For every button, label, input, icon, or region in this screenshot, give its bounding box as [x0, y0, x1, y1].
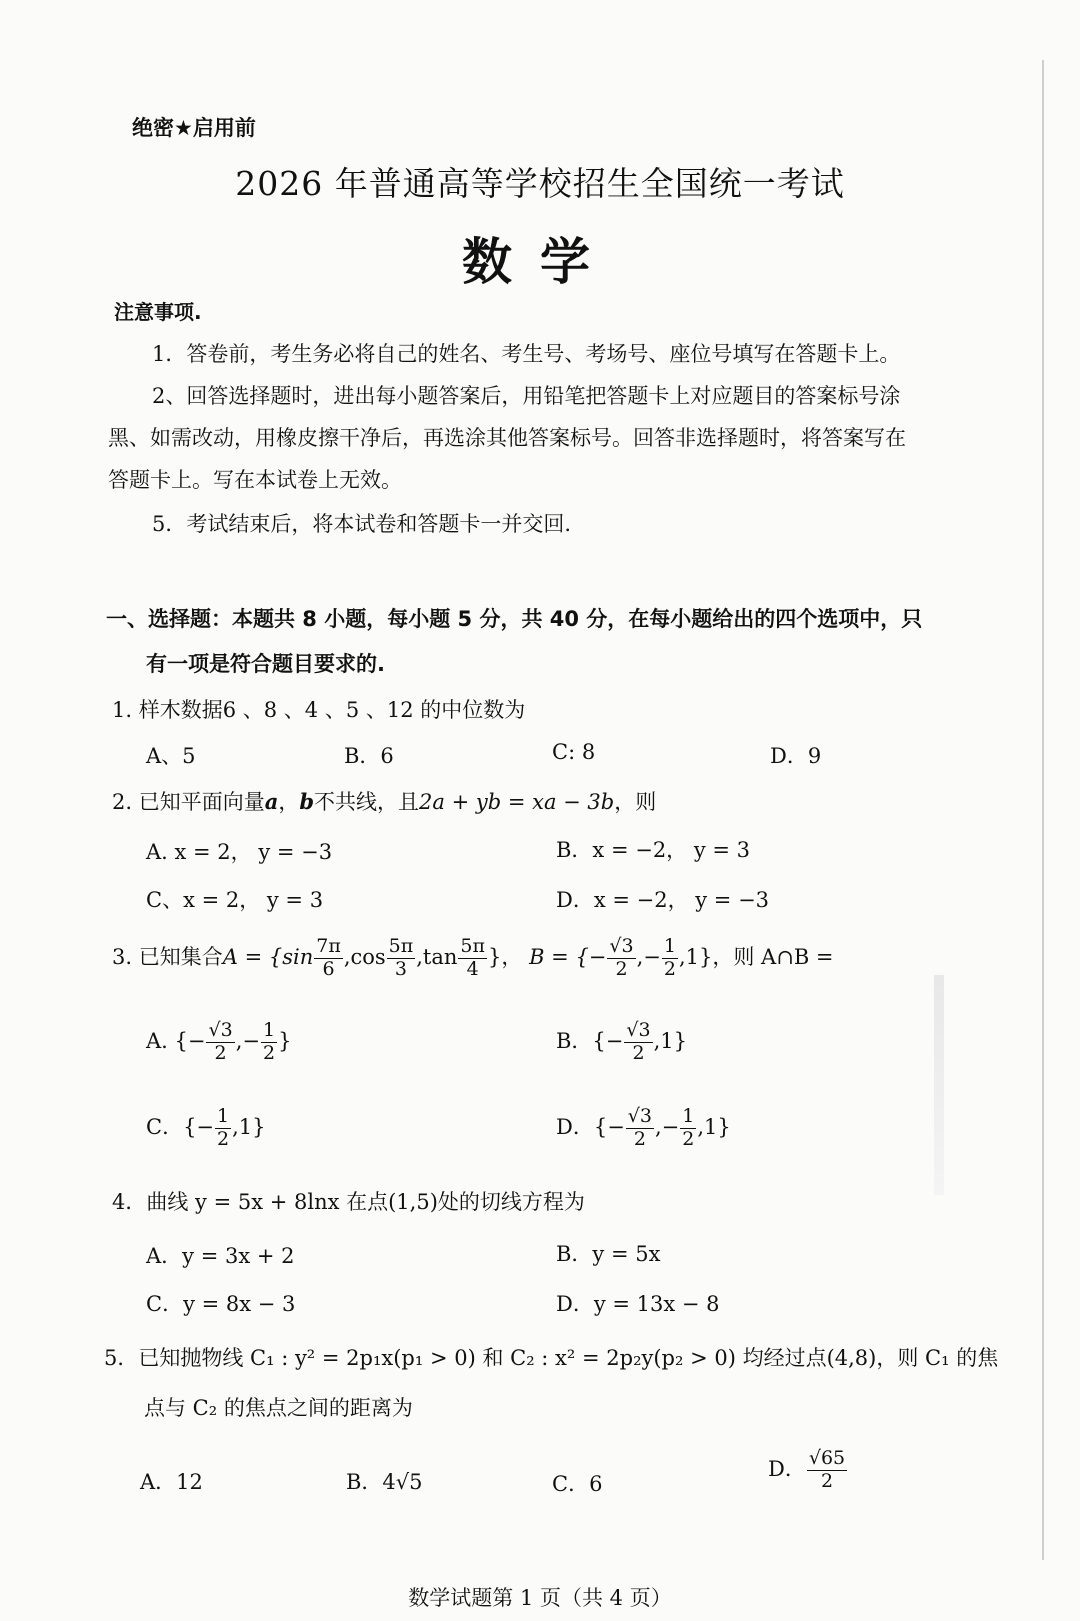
q2-option-b: B．x = −2， y = 3	[556, 838, 751, 862]
notice-item-2-cont: 黑、如需改动，用橡皮擦干净后，再选涂其他答案标号。回答非选择题时，将答案写在	[108, 426, 906, 450]
q2-sep: ，	[278, 790, 300, 814]
frac-den: 2	[820, 1469, 834, 1492]
q3-frac-sqrt3-2	[607, 936, 635, 981]
q3-option-c	[146, 1106, 266, 1151]
q3-number: 3.	[112, 944, 133, 969]
exam-title: 2026 年普通高等学校招生全国统一考试	[235, 164, 845, 203]
notice-item-5: 5．考试结束后，将本试卷和答题卡一并交回.	[152, 512, 572, 536]
frac-num: 1	[262, 1019, 276, 1041]
frac-den: 2	[217, 1127, 230, 1150]
question-4-stem: 4．曲线 y = 5x + 8lnx 在点(1,5)处的切线方程为	[112, 1190, 585, 1214]
frac-den: 4	[466, 957, 479, 980]
q3-set-a-close: }，	[488, 944, 523, 969]
frac-den: 2	[262, 1041, 276, 1064]
frac	[626, 1106, 654, 1151]
q3-cos: ,cos	[343, 944, 386, 969]
q4-option-a: A．y = 3x + 2	[146, 1244, 295, 1268]
q4-option-d: D．y = 13x − 8	[556, 1292, 720, 1316]
q2-equation: 2a + yb = xa − 3b	[419, 790, 615, 814]
frac-den: 2	[682, 1127, 695, 1150]
frac	[261, 1020, 277, 1065]
frac-num: √3	[609, 935, 634, 957]
question-1-stem: 1. 样木数据6 、8 、4 、5 、12 的中位数为	[112, 698, 526, 722]
q3-set-b-close: ,1}，则 A∩B =	[678, 944, 834, 969]
q5-option-b: B．4√5	[346, 1470, 423, 1494]
frac-den: 2	[633, 1127, 646, 1150]
question-5-stem-cont: 点与 C₂ 的焦点之间的距离为	[144, 1396, 413, 1420]
opt-end: }	[278, 1028, 292, 1053]
q3-set-b-open: B = {−	[529, 944, 607, 969]
frac	[680, 1106, 696, 1151]
frac-num: 1	[217, 1105, 230, 1127]
q2-text-2: 不共线，且	[314, 790, 420, 814]
opt-label: C．{−	[146, 1114, 215, 1139]
q1-option-b: B．6	[344, 744, 394, 768]
q5-option-a: A．12	[140, 1470, 203, 1494]
q3-option-b	[556, 1020, 687, 1065]
opt-label: A. {−	[146, 1028, 206, 1053]
q3-frac-5pi-4	[458, 936, 487, 981]
q3-text: 已知集合	[138, 944, 223, 969]
q2-vector-b: b	[299, 789, 315, 814]
frac-den: 3	[394, 957, 407, 980]
frac-den: 2	[214, 1041, 227, 1064]
notice-item-2: 2、回答选择题时，进出每小题答案后，用铅笔把答题卡上对应题目的答案标号涂	[152, 384, 901, 408]
frac-den: 2	[632, 1041, 645, 1064]
frac-num: √65	[808, 1447, 846, 1469]
frac	[206, 1020, 234, 1065]
q3-frac-5pi-3	[387, 936, 416, 981]
frac-num: 5π	[388, 935, 414, 957]
notice-item-1: 1．答卷前，考生务必将自己的姓名、考生号、考场号、座位号填写在答题卡上。	[152, 342, 901, 366]
q4-option-b: B．y = 5x	[556, 1242, 661, 1266]
frac-den: 2	[615, 957, 628, 980]
q5-option-d	[768, 1448, 848, 1493]
notice-heading: 注意事项.	[114, 300, 202, 324]
q2-option-a: A. x = 2， y = −3	[146, 840, 333, 864]
opt-label: D．	[768, 1456, 806, 1481]
frac	[624, 1020, 652, 1065]
q1-option-d: D．9	[770, 744, 822, 768]
q3-frac-7pi-6	[314, 936, 343, 981]
opt-label: B．{−	[556, 1028, 624, 1053]
frac-num: 1	[663, 935, 676, 957]
frac	[215, 1106, 231, 1151]
subject-title: 数学	[462, 233, 618, 291]
frac-num: 5π	[460, 935, 485, 957]
q3-option-d	[556, 1106, 731, 1151]
q3-sep: ,−	[636, 944, 661, 969]
q2-text-1: 已知平面向量	[138, 790, 265, 814]
q3-set-a-open: A = {sin	[222, 944, 314, 969]
frac-num: √3	[208, 1019, 233, 1041]
frac-sqrt65-2	[807, 1448, 847, 1493]
q1-option-a: A、5	[146, 744, 196, 768]
q2-number: 2.	[112, 790, 133, 814]
frac-den: 2	[663, 957, 676, 980]
frac-den: 6	[322, 957, 335, 980]
scan-smudge	[934, 975, 944, 1195]
opt-label: D．{−	[556, 1114, 625, 1139]
q5-option-c: C．6	[552, 1472, 603, 1496]
question-5-stem: 5．已知抛物线 C₁ : y² = 2p₁x(p₁ > 0) 和 C₂ : x² = 2p₂y(p₂ > 0) 均经过点(4,8)，则 C₁ 的焦	[104, 1346, 999, 1370]
opt-sep: ,−	[655, 1114, 680, 1139]
opt-sep: ,−	[235, 1028, 260, 1053]
q3-frac-1-2	[662, 936, 678, 981]
section-heading-cont: 有一项是符合题目要求的.	[146, 652, 385, 676]
frac-num: 7π	[316, 935, 341, 957]
q2-option-d: D．x = −2， y = −3	[556, 888, 770, 912]
q1-option-c: C: 8	[552, 740, 596, 764]
frac-num: √3	[626, 1019, 651, 1041]
opt-end: ,1}	[697, 1114, 731, 1139]
question-2-stem	[112, 786, 656, 816]
q2-option-c: C、x = 2， y = 3	[146, 888, 324, 912]
question-3-stem	[112, 936, 834, 981]
q4-option-c: C．y = 8x − 3	[146, 1292, 296, 1316]
confidential-mark: 绝密★启用前	[132, 116, 256, 140]
opt-end: ,1}	[653, 1028, 687, 1053]
q2-text-3: ，则	[614, 790, 657, 814]
frac-num: 1	[682, 1105, 695, 1127]
opt-end: ,1}	[232, 1114, 266, 1139]
page-footer: 数学试题第 1 页（共 4 页）	[408, 1586, 672, 1610]
q3-tan: ,tan	[416, 944, 458, 969]
section-heading: 一、选择题：本题共 8 小题，每小题 5 分，共 40 分，在每小题给出的四个选项中，只	[106, 607, 923, 631]
frac-num: √3	[627, 1105, 652, 1127]
q2-vector-a: a	[264, 789, 279, 814]
notice-item-2-cont2: 答题卡上。写在本试卷上无效。	[108, 468, 402, 492]
q3-option-a	[146, 1020, 291, 1065]
